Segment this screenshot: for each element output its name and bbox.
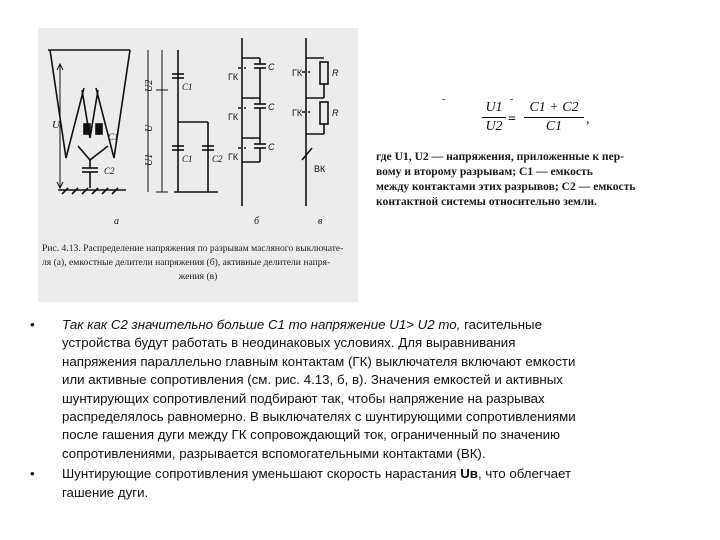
label-u-a: U [52,119,60,131]
explanation-line-2: вому и второму разрывам; C1 — емкость [376,165,593,178]
bullet2-l1-a: Шунтирующие сопротивления уменьшают скорость нарастания [62,466,461,482]
bullet-list [30,316,680,504]
part-a-breaker [48,50,130,194]
label-gk-b2: ГК [228,112,239,122]
label-c2-a: C2 [104,166,115,176]
label-u: U [144,124,155,132]
bullet1-line-4: или активные сопротивления (см. рис. 4.13, б, в). Значения емкостей и активных [62,372,563,388]
caption-line-3: жения (в) [178,271,218,282]
label-part-b: б [254,216,260,227]
bullet-item-1 [30,316,680,463]
voltage-ratio-formula: - - U1 U2 = C1 + C2 C1 , [442,94,590,134]
label-c1-b1: C1 [182,82,193,92]
formula-lhs-den: U2 [485,119,503,134]
label-c-b3: C [268,142,275,152]
explanation-line-3: между контактами этих разрывов; C2 — емкость [376,180,636,193]
label-gk-c1: ГК [292,68,303,78]
figure-scan [38,28,358,302]
label-r-c1: R [332,68,339,78]
label-part-a: а [114,216,119,227]
bullet1-line-6: распределялось равномерно. В выключателях с шунтирующими сопротивлениями [62,409,576,425]
label-vk: ВК [314,164,326,174]
bullet1-line-5: шунтирующих сопротивлений подбирают так, чтобы напряжение на разрывах [62,390,545,406]
explanation-line-4: контактной системы относительно земли. [376,195,598,208]
formula-rhs-num: C1 + C2 [529,100,579,115]
bullet1-l1-rest: гасительные [460,317,543,332]
bullet-item-2 [30,465,680,502]
caption-line-2: ля (а), емкостные делители напряжения (б), активные делители напря- [42,257,331,268]
formula-comma: , [586,112,590,127]
formula-eq: = [508,112,516,127]
bullet1-italic-lead: Так как C2 значительно больше C1 то напряжение U1> U2 то, [62,317,461,332]
label-c-b2: C [268,102,275,112]
label-c2-b: C2 [212,154,223,164]
label-gk-b3: ГК [228,152,239,162]
bullet2-l1-c: , что облегчает [477,466,572,482]
part-c-resistive [302,38,328,206]
formula-rhs-den: C1 [545,119,563,134]
label-part-c: в [318,216,323,227]
bullet-mark-1: • [30,317,35,332]
explanation-line-1: где U1, U2 — напряжения, приложенные к пер- [376,150,625,163]
formula-explanation [376,149,676,209]
part-a-divider [148,50,218,192]
formula-rhs [524,100,584,135]
caption-line-1: Рис. 4.13. Распределение напряжения по разрывам масляного выключате- [42,243,344,254]
label-u1: U1 [144,153,155,166]
bullet1-line-2: устройства будут работать в неодинаковых условиях. Для выравнивания [62,335,516,351]
figure-caption [42,242,354,284]
label-gk-c2: ГК [292,108,303,118]
bullet2-line-2: гашение дуги. [62,484,149,500]
label-gk-b1: ГК [228,72,239,82]
bullet-mark-2: • [30,466,35,482]
bullet1-line-7: после гашения дуги между ГК сопровождающий ток, ограниченный по значению [62,427,560,443]
label-r-c2: R [332,108,339,118]
bullet1-line-8: сопротивлениями, разрывается вспомогательными контактами (ВК). [62,445,486,461]
label-c-b1: C [268,62,275,72]
label-c1-a: C1 [108,132,119,142]
bullet2-uv: Uв [460,466,478,482]
formula-lhs [482,100,506,135]
label-c1-b2: C1 [182,154,193,164]
formula-lhs-num: U1 [485,100,503,115]
bullet1-line-3: напряжения параллельно главным контактам (ГК) выключателя включают емкости [62,353,576,369]
part-b-capacitive [242,38,266,206]
label-u2: U2 [144,79,155,92]
